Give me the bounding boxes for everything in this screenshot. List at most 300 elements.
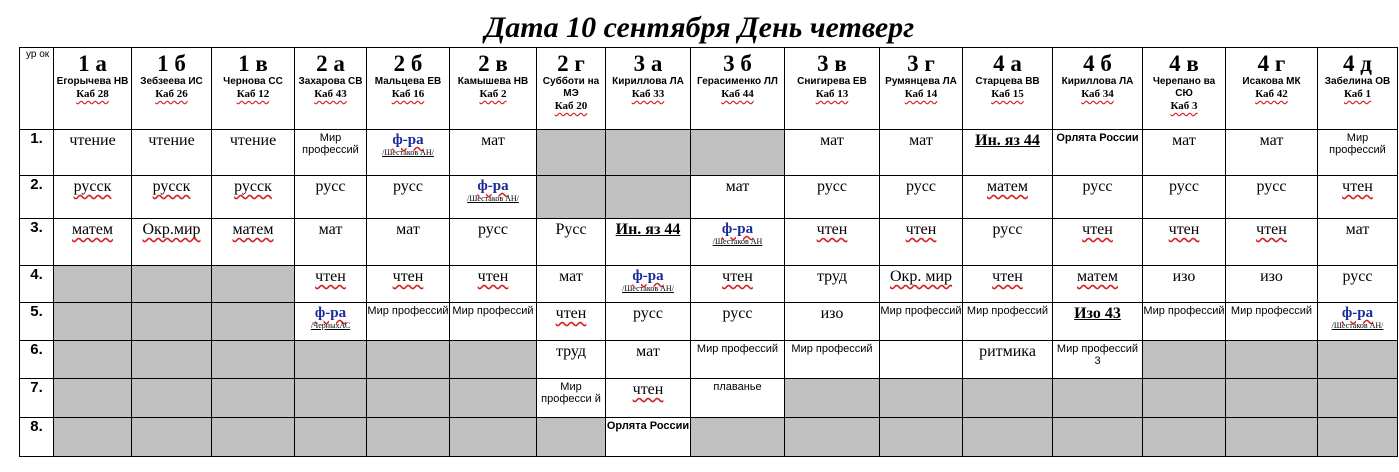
teacher-name: Захарова СВ bbox=[298, 76, 363, 87]
subject: Ин. яз 44 bbox=[975, 132, 1040, 149]
subject: русс bbox=[478, 221, 508, 238]
schedule-cell bbox=[691, 219, 785, 266]
class-header bbox=[54, 48, 132, 130]
class-name: 2 б bbox=[393, 51, 423, 76]
class-name: 3 а bbox=[633, 51, 663, 76]
subject: мат bbox=[318, 221, 343, 238]
subject: матем bbox=[72, 221, 113, 238]
pe-subject: ф-ра bbox=[477, 178, 509, 194]
class-name: 3 б bbox=[723, 51, 752, 76]
subject: мат bbox=[725, 178, 750, 195]
lesson-row bbox=[20, 130, 1398, 176]
schedule-cell bbox=[1226, 219, 1318, 266]
subject: русск bbox=[234, 178, 272, 195]
subject: чтен bbox=[315, 268, 346, 285]
schedule-cell bbox=[295, 379, 367, 418]
schedule-cell bbox=[537, 176, 606, 219]
schedule-cell bbox=[880, 219, 963, 266]
subject: мат bbox=[481, 132, 505, 149]
schedule-cell bbox=[537, 219, 606, 266]
subject: Ин. яз 44 bbox=[615, 221, 681, 238]
subject: чтение bbox=[69, 132, 116, 149]
subject: чтен bbox=[555, 305, 587, 322]
schedule-cell bbox=[1318, 303, 1398, 341]
pe-teacher: /Шестаков АН/ bbox=[467, 194, 519, 203]
schedule-cell bbox=[1226, 176, 1318, 219]
class-header bbox=[295, 48, 367, 130]
lesson-number: 6. bbox=[20, 341, 54, 379]
lesson-number: 3. bbox=[20, 219, 54, 266]
class-name: 4 б bbox=[1083, 51, 1112, 76]
schedule-cell bbox=[295, 176, 367, 219]
schedule-cell bbox=[212, 130, 295, 176]
schedule-cell bbox=[450, 176, 537, 219]
subject: мат bbox=[636, 343, 660, 360]
schedule-cell bbox=[880, 379, 963, 418]
schedule-cell bbox=[367, 418, 450, 457]
pe-teacher: /Шестаков АН/ bbox=[1331, 321, 1384, 330]
subject: Мир профессий bbox=[452, 305, 534, 317]
schedule-cell bbox=[132, 303, 212, 341]
schedule-cell bbox=[880, 341, 963, 379]
schedule-cell bbox=[54, 176, 132, 219]
teacher-name: Зебзеева ИС bbox=[140, 76, 203, 87]
class-name: 4 а bbox=[993, 51, 1022, 76]
subject: чтен bbox=[392, 268, 424, 285]
schedule-cell bbox=[1143, 303, 1226, 341]
teacher-name: Егорычева НВ bbox=[56, 76, 129, 87]
schedule-cell bbox=[212, 266, 295, 303]
pe-label bbox=[450, 176, 536, 194]
room-number: Каб 34 bbox=[1081, 88, 1114, 100]
subject: Орлята России bbox=[1056, 132, 1139, 144]
lesson-number: 2. bbox=[20, 176, 54, 219]
class-name: 3 в bbox=[817, 51, 847, 76]
schedule-cell bbox=[691, 176, 785, 219]
teacher-name: Камышева НВ bbox=[457, 76, 529, 87]
subject: чтен bbox=[905, 221, 937, 238]
schedule-cell bbox=[450, 219, 537, 266]
schedule-cell bbox=[132, 219, 212, 266]
schedule-cell bbox=[963, 266, 1053, 303]
schedule-cell bbox=[295, 341, 367, 379]
lesson-row bbox=[20, 341, 1398, 379]
subject: чтен bbox=[992, 268, 1023, 285]
subject: Мир профессий bbox=[367, 305, 449, 317]
subject: русск bbox=[73, 178, 112, 195]
class-name: 2 г bbox=[557, 51, 585, 76]
schedule-cell bbox=[606, 379, 691, 418]
schedule-cell bbox=[963, 303, 1053, 341]
schedule-cell bbox=[1143, 418, 1226, 457]
schedule-cell bbox=[785, 303, 880, 341]
schedule-cell bbox=[450, 130, 537, 176]
lesson-number: 7. bbox=[20, 379, 54, 418]
subject: Мир професси й bbox=[541, 381, 601, 405]
schedule-cell bbox=[54, 130, 132, 176]
subject: Русс bbox=[555, 221, 587, 238]
schedule-cell bbox=[212, 176, 295, 219]
room-number: Каб 1 bbox=[1343, 88, 1372, 100]
class-header bbox=[691, 48, 785, 130]
schedule-cell bbox=[1318, 418, 1398, 457]
schedule-cell bbox=[880, 266, 963, 303]
schedule-cell bbox=[450, 266, 537, 303]
schedule-cell bbox=[606, 418, 691, 457]
schedule-cell bbox=[691, 418, 785, 457]
room-number: Каб 28 bbox=[76, 88, 109, 100]
teacher-name: Мальцева ЕВ bbox=[374, 76, 442, 87]
subject: изо bbox=[1172, 268, 1196, 285]
schedule-cell bbox=[785, 418, 880, 457]
room-number: Каб 20 bbox=[554, 100, 588, 112]
subject: Окр.мир bbox=[142, 221, 201, 238]
schedule-cell bbox=[54, 266, 132, 303]
schedule-cell bbox=[963, 379, 1053, 418]
teacher-name: Субботи на МЭ bbox=[542, 76, 600, 99]
schedule-cell bbox=[880, 176, 963, 219]
lesson-row bbox=[20, 303, 1398, 341]
subject: русс bbox=[1082, 178, 1113, 195]
subject: русс bbox=[817, 178, 847, 195]
schedule-cell bbox=[1318, 176, 1398, 219]
teacher-name: Черепано ва СЮ bbox=[1152, 76, 1216, 99]
lesson-number: 4. bbox=[20, 266, 54, 303]
subject: труд bbox=[555, 343, 587, 360]
schedule-cell bbox=[691, 341, 785, 379]
subject: Изо 43 bbox=[1074, 305, 1121, 322]
lesson-row bbox=[20, 418, 1398, 457]
subject: чтен bbox=[1342, 178, 1373, 195]
subject: плаванье bbox=[713, 381, 762, 393]
teacher-name: Старцева ВВ bbox=[975, 76, 1040, 87]
class-name: 1 а bbox=[78, 51, 107, 76]
schedule-cell bbox=[212, 219, 295, 266]
header-row bbox=[20, 48, 1398, 130]
subject: матем bbox=[987, 178, 1028, 195]
schedule-cell bbox=[880, 130, 963, 176]
subject: Мир профессий bbox=[791, 343, 873, 355]
schedule-cell bbox=[54, 418, 132, 457]
class-header bbox=[606, 48, 691, 130]
subject: мат bbox=[820, 132, 844, 149]
subject: Окр. мир bbox=[889, 268, 952, 285]
schedule-cell bbox=[450, 418, 537, 457]
schedule-cell bbox=[212, 379, 295, 418]
schedule-cell bbox=[54, 219, 132, 266]
subject: чтение bbox=[148, 132, 195, 149]
schedule-cell bbox=[132, 266, 212, 303]
schedule-cell bbox=[367, 266, 450, 303]
pe-label bbox=[367, 130, 449, 148]
schedule-cell bbox=[450, 341, 537, 379]
class-header bbox=[1226, 48, 1318, 130]
pe-teacher: /Шестаков АН/ bbox=[382, 148, 434, 157]
schedule-cell bbox=[1053, 266, 1143, 303]
schedule-cell bbox=[691, 266, 785, 303]
lesson-number: 5. bbox=[20, 303, 54, 341]
subject: Мир профессий bbox=[880, 305, 962, 317]
subject: мат bbox=[1259, 132, 1284, 149]
schedule-cell bbox=[606, 303, 691, 341]
schedule-cell bbox=[606, 130, 691, 176]
schedule-cell bbox=[963, 176, 1053, 219]
class-header bbox=[212, 48, 295, 130]
class-header bbox=[367, 48, 450, 130]
subject: матем bbox=[1077, 268, 1118, 285]
class-header bbox=[537, 48, 606, 130]
schedule-cell bbox=[212, 418, 295, 457]
subject: русск bbox=[152, 178, 191, 195]
subject: ритмика bbox=[979, 343, 1036, 360]
pe-teacher: /ЧерныхАС bbox=[310, 321, 351, 330]
schedule-cell bbox=[537, 130, 606, 176]
subject: мат bbox=[1345, 221, 1370, 238]
schedule-cell bbox=[295, 418, 367, 457]
lesson-row bbox=[20, 379, 1398, 418]
pe-label bbox=[1318, 303, 1397, 321]
schedule-cell bbox=[1143, 379, 1226, 418]
schedule-cell bbox=[132, 379, 212, 418]
schedule-cell bbox=[785, 379, 880, 418]
schedule-cell bbox=[785, 176, 880, 219]
teacher-name: Румянцева ЛА bbox=[885, 76, 957, 87]
pe-subject: ф-ра bbox=[1341, 305, 1374, 321]
subject: Мир профессий bbox=[302, 132, 359, 156]
class-header bbox=[132, 48, 212, 130]
schedule-cell bbox=[1053, 130, 1143, 176]
schedule-cell bbox=[691, 303, 785, 341]
schedule-cell bbox=[963, 418, 1053, 457]
class-header bbox=[785, 48, 880, 130]
schedule-cell bbox=[537, 341, 606, 379]
schedule-cell bbox=[785, 341, 880, 379]
schedule-cell bbox=[295, 130, 367, 176]
schedule-cell bbox=[1053, 303, 1143, 341]
schedule-cell bbox=[1143, 130, 1226, 176]
subject: Орлята России bbox=[606, 420, 690, 432]
subject: русс bbox=[992, 221, 1023, 238]
class-header bbox=[963, 48, 1053, 130]
room-number: Каб 2 bbox=[479, 88, 507, 100]
schedule-cell bbox=[132, 418, 212, 457]
lesson-number: 8. bbox=[20, 418, 54, 457]
subject: мат bbox=[1172, 132, 1196, 149]
schedule-cell bbox=[1318, 341, 1398, 379]
lesson-number: 1. bbox=[20, 130, 54, 176]
schedule-cell bbox=[367, 219, 450, 266]
schedule-cell bbox=[132, 130, 212, 176]
subject: мат bbox=[559, 268, 583, 285]
schedule-cell bbox=[963, 341, 1053, 379]
subject: труд bbox=[816, 268, 848, 285]
schedule-cell bbox=[132, 341, 212, 379]
subject: Мир профессий 3 bbox=[1056, 343, 1139, 367]
schedule-cell bbox=[1053, 219, 1143, 266]
schedule-cell bbox=[785, 130, 880, 176]
schedule-cell bbox=[367, 130, 450, 176]
schedule-cell bbox=[1143, 341, 1226, 379]
subject: чтен bbox=[722, 268, 753, 285]
room-number: Каб 44 bbox=[721, 88, 754, 100]
subject: чтен bbox=[1168, 221, 1200, 238]
subject: русс bbox=[1169, 178, 1199, 195]
class-header bbox=[1053, 48, 1143, 130]
schedule-cell bbox=[1053, 341, 1143, 379]
schedule-cell bbox=[1226, 379, 1318, 418]
schedule-cell bbox=[367, 379, 450, 418]
class-header bbox=[1143, 48, 1226, 130]
schedule-cell bbox=[880, 418, 963, 457]
teacher-name: Кириллова ЛА bbox=[612, 76, 684, 87]
page-title: Дата 10 сентября День четверг bbox=[484, 11, 915, 44]
room-number: Каб 13 bbox=[815, 88, 849, 100]
room-number: Каб 12 bbox=[236, 88, 270, 100]
subject: русс bbox=[906, 178, 936, 195]
class-name: 2 в bbox=[478, 51, 508, 76]
class-name: 4 в bbox=[1169, 51, 1199, 76]
schedule-cell bbox=[1226, 341, 1318, 379]
room-number: Каб 33 bbox=[631, 88, 665, 100]
schedule-cell bbox=[537, 303, 606, 341]
pe-teacher: /Шестаков АН bbox=[712, 237, 763, 246]
room-number: Каб 42 bbox=[1255, 88, 1288, 100]
schedule-cell bbox=[295, 266, 367, 303]
subject: чтен bbox=[816, 221, 848, 238]
schedule-cell bbox=[785, 266, 880, 303]
class-header bbox=[880, 48, 963, 130]
schedule-cell bbox=[691, 130, 785, 176]
subject: Мир профессий bbox=[1143, 305, 1225, 317]
teacher-name: Исакова МК bbox=[1242, 76, 1301, 87]
room-number: Каб 3 bbox=[1170, 100, 1198, 112]
subject: чтен bbox=[1256, 221, 1287, 238]
schedule-cell bbox=[691, 379, 785, 418]
subject: русс bbox=[1342, 268, 1373, 285]
schedule-cell bbox=[1318, 219, 1398, 266]
subject: чтение bbox=[229, 132, 277, 149]
schedule-cell bbox=[963, 130, 1053, 176]
pe-label bbox=[295, 303, 366, 321]
room-number: Каб 43 bbox=[314, 88, 347, 100]
schedule-cell bbox=[1226, 130, 1318, 176]
schedule-cell bbox=[450, 379, 537, 418]
room-number: Каб 14 bbox=[904, 88, 938, 100]
subject: русс bbox=[315, 178, 346, 195]
schedule-cell bbox=[1318, 266, 1398, 303]
schedule-cell bbox=[606, 176, 691, 219]
subject: русс bbox=[1256, 178, 1287, 195]
pe-subject: ф-ра bbox=[632, 268, 664, 284]
room-number: Каб 16 bbox=[391, 88, 425, 100]
schedule-cell bbox=[1226, 418, 1318, 457]
schedule-cell bbox=[1318, 379, 1398, 418]
subject: чтен bbox=[1082, 221, 1113, 238]
schedule-cell bbox=[537, 266, 606, 303]
schedule-cell bbox=[1143, 266, 1226, 303]
subject: Мир профессий bbox=[696, 343, 779, 355]
subject: мат bbox=[909, 132, 933, 149]
schedule-cell bbox=[212, 341, 295, 379]
pe-label bbox=[606, 266, 690, 284]
pe-teacher: /Шестаков АН/ bbox=[622, 284, 674, 293]
lesson-row bbox=[20, 176, 1398, 219]
teacher-name: Кириллова ЛА bbox=[1061, 76, 1134, 87]
class-name: 4 г bbox=[1257, 51, 1286, 76]
class-name: 2 а bbox=[316, 51, 345, 76]
pe-label bbox=[691, 219, 784, 237]
subject: изо bbox=[1260, 268, 1283, 285]
teacher-name: Забелина ОВ bbox=[1324, 76, 1391, 87]
teacher-name: Герасименко ЛЛ bbox=[697, 76, 778, 87]
subject: Мир профессий bbox=[966, 305, 1049, 317]
schedule-cell bbox=[1143, 219, 1226, 266]
schedule-cell bbox=[1053, 418, 1143, 457]
corner-cell bbox=[20, 48, 54, 130]
schedule-cell bbox=[450, 303, 537, 341]
schedule-table bbox=[19, 47, 1398, 457]
schedule-cell bbox=[132, 176, 212, 219]
schedule-cell bbox=[54, 341, 132, 379]
lesson-label: ур ок bbox=[26, 49, 50, 60]
schedule-cell bbox=[212, 303, 295, 341]
subject: матем bbox=[232, 221, 274, 238]
schedule-cell bbox=[1053, 379, 1143, 418]
subject: мат bbox=[396, 221, 420, 238]
subject: чтен bbox=[632, 381, 664, 398]
schedule-cell bbox=[963, 219, 1053, 266]
schedule-cell bbox=[295, 219, 367, 266]
teacher-name: Чернова СС bbox=[223, 76, 283, 87]
schedule-cell bbox=[785, 219, 880, 266]
schedule-cell bbox=[537, 418, 606, 457]
class-name: 1 б bbox=[157, 51, 186, 76]
subject: Мир профессий bbox=[1230, 305, 1313, 317]
schedule-cell bbox=[606, 266, 691, 303]
schedule-cell bbox=[367, 176, 450, 219]
schedule-cell bbox=[1226, 266, 1318, 303]
room-number: Каб 26 bbox=[155, 88, 188, 100]
schedule-cell bbox=[295, 303, 367, 341]
class-header bbox=[1318, 48, 1398, 130]
class-name: 3 г bbox=[907, 51, 935, 76]
subject: Мир профессий bbox=[1329, 132, 1386, 156]
schedule-cell bbox=[367, 303, 450, 341]
subject: чтен bbox=[477, 268, 509, 285]
schedule-cell bbox=[606, 341, 691, 379]
schedule-cell bbox=[537, 379, 606, 418]
pe-subject: ф-ра bbox=[314, 305, 347, 321]
pe-subject: ф-ра bbox=[721, 221, 754, 237]
schedule-cell bbox=[54, 303, 132, 341]
class-name: 1 в bbox=[238, 51, 268, 76]
schedule-cell bbox=[1143, 176, 1226, 219]
lesson-row bbox=[20, 219, 1398, 266]
class-name: 4 д bbox=[1343, 51, 1372, 76]
schedule-cell bbox=[1226, 303, 1318, 341]
teacher-name: Снигирева ЕВ bbox=[797, 76, 867, 87]
subject: русс bbox=[633, 305, 663, 322]
schedule-cell bbox=[367, 341, 450, 379]
subject: русс bbox=[393, 178, 423, 195]
schedule-cell bbox=[54, 379, 132, 418]
class-header bbox=[450, 48, 537, 130]
schedule-cell bbox=[1053, 176, 1143, 219]
schedule-cell bbox=[880, 303, 963, 341]
lesson-row bbox=[20, 266, 1398, 303]
room-number: Каб 15 bbox=[991, 88, 1024, 100]
subject: русс bbox=[722, 305, 753, 322]
